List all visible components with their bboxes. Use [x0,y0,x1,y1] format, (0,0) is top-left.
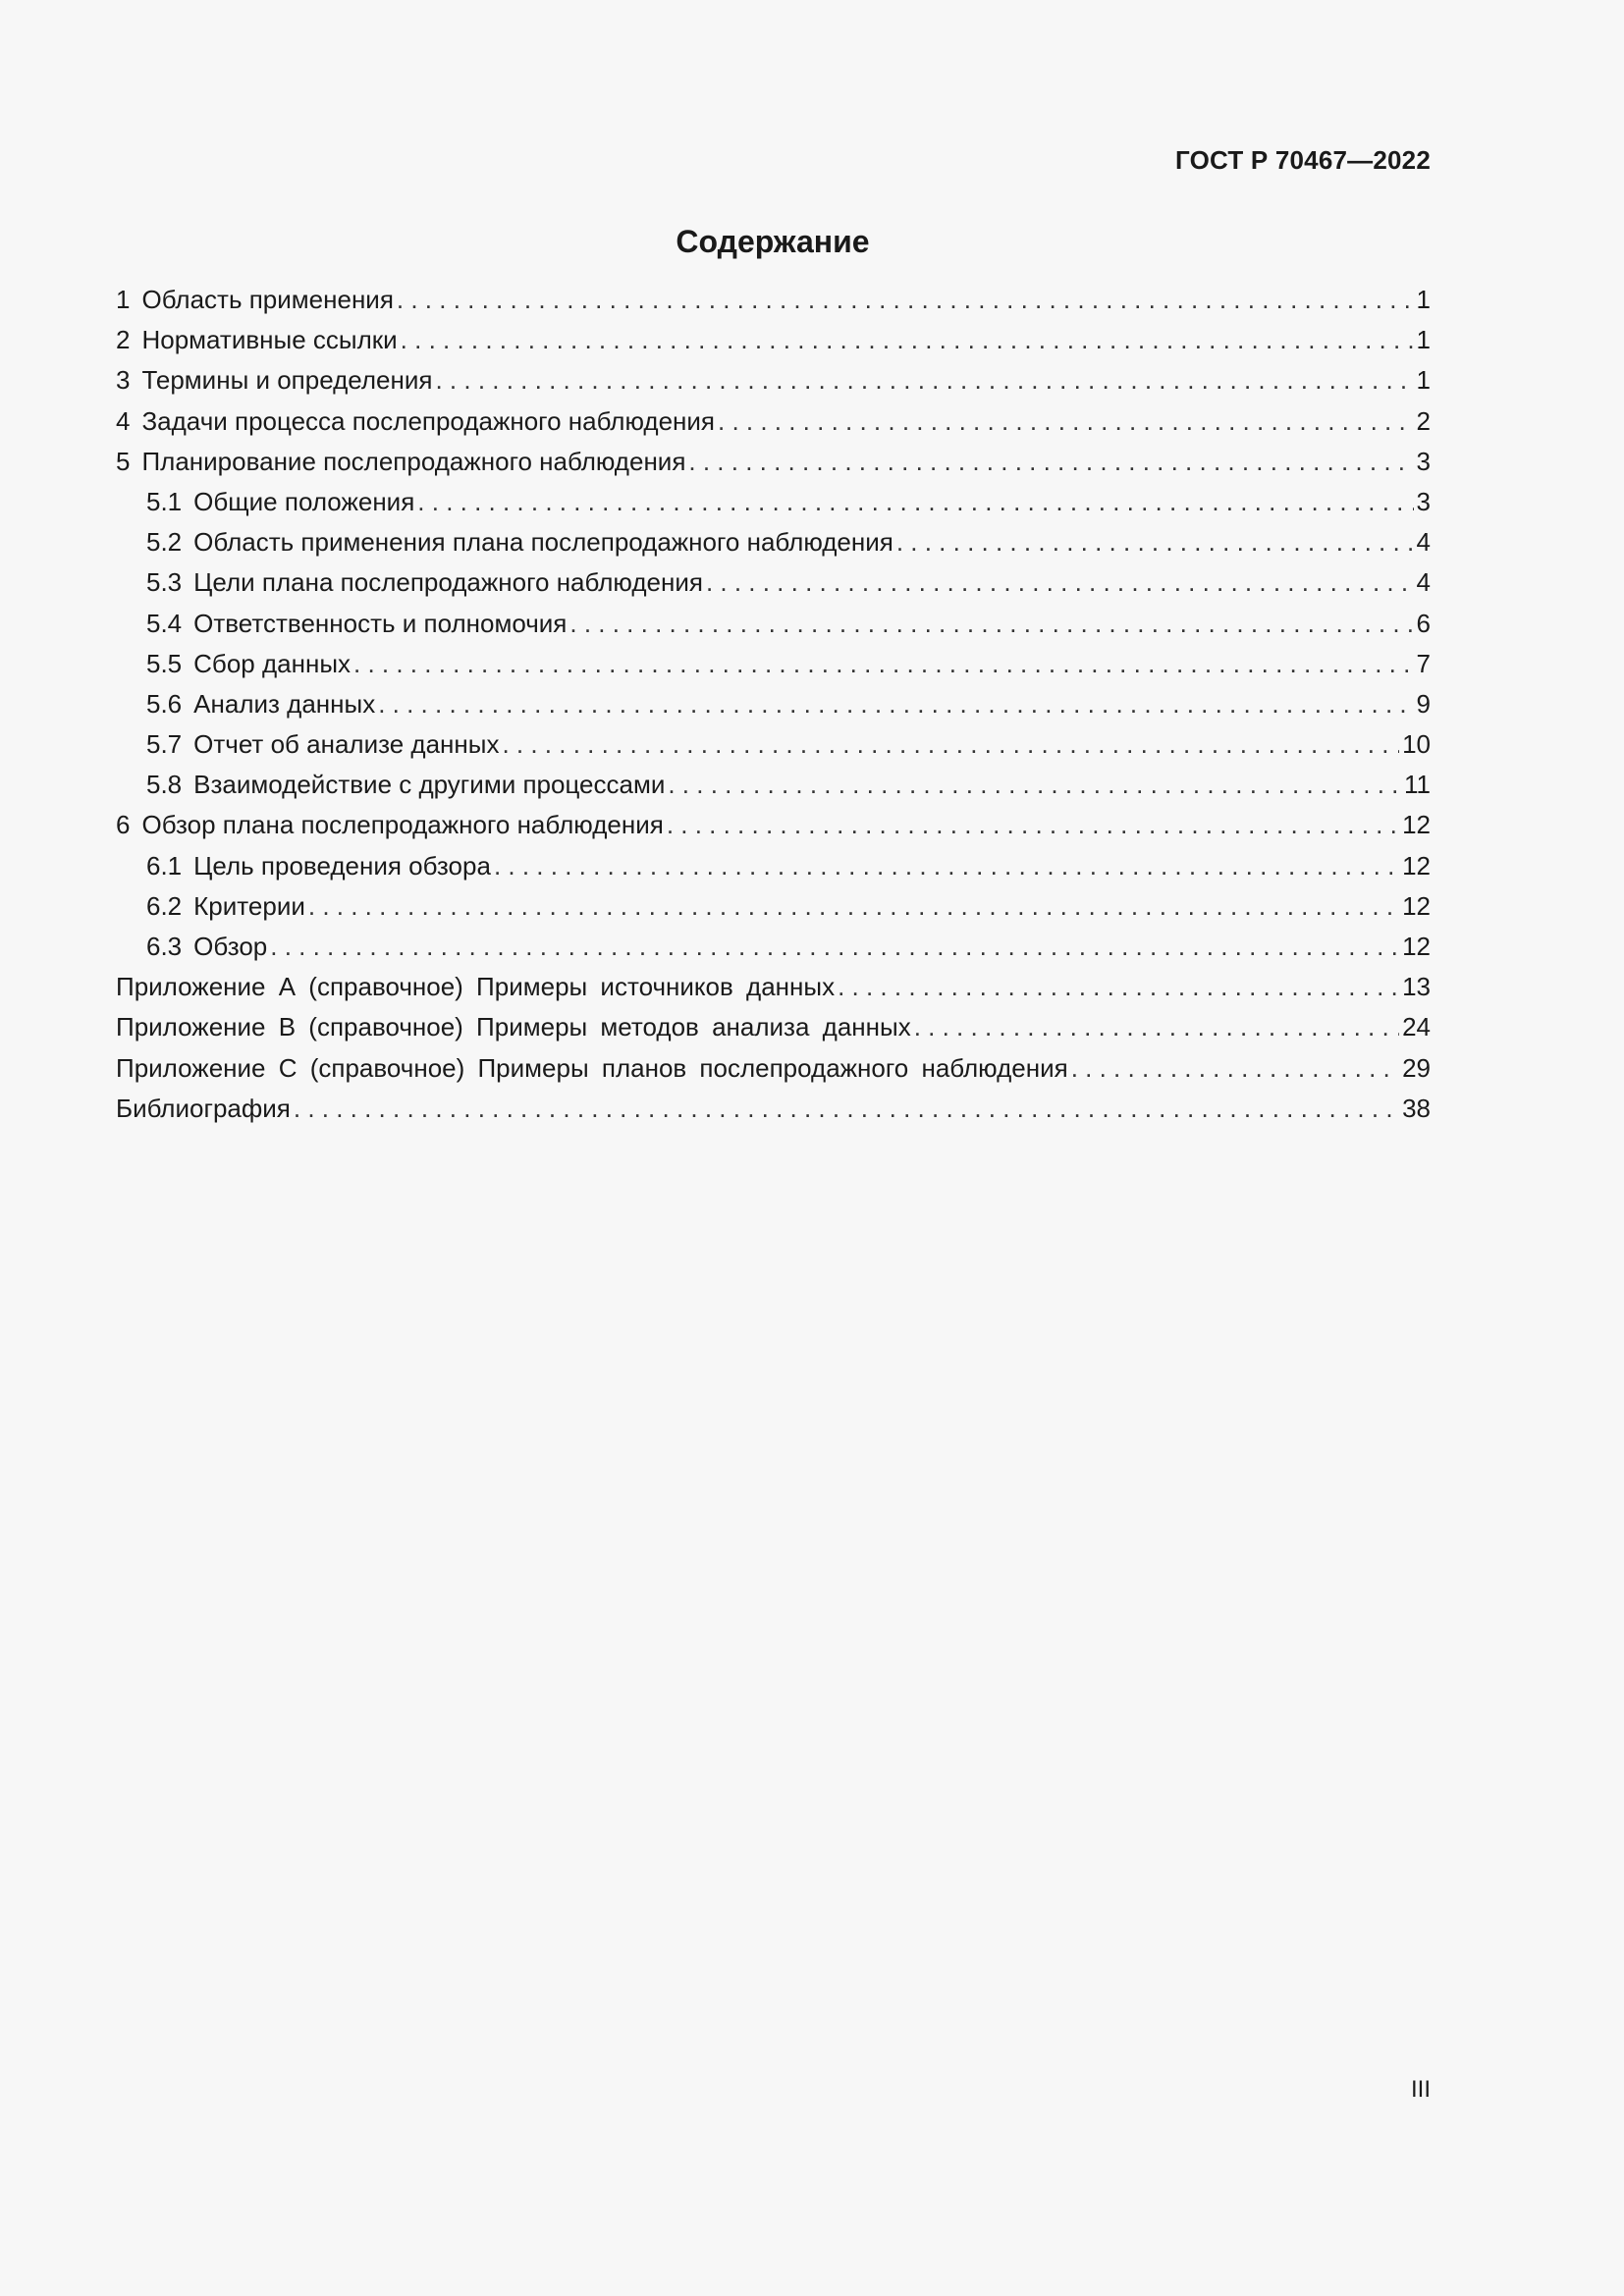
toc-item-page: 6 [1416,608,1431,638]
toc-dot-leader [378,689,1413,720]
toc-item-page: 12 [1402,810,1431,840]
toc-item-number: 6.1 [146,850,183,881]
toc-item-page: 10 [1402,729,1431,760]
toc-item-label: Приложение В (справочное) Примеры методов анализа данных [116,1012,911,1042]
toc-item-page: 12 [1402,890,1431,921]
toc-item-label: Термины и определения [141,365,433,396]
toc-item-page: 7 [1416,648,1431,678]
toc-dot-leader [353,649,1414,679]
toc-item-number: 5.3 [146,567,183,598]
toc-subitem[interactable] [116,770,1431,810]
toc-item-page: 2 [1416,405,1431,436]
toc-item-number: 6.2 [146,890,183,921]
toc-item-number: 5.1 [146,486,183,516]
toc-item[interactable] [116,406,1431,447]
toc-item-label: Критерии [193,890,305,921]
toc-item-label: Обзор [193,932,268,961]
toc-item-page: 12 [1402,850,1431,881]
toc-item-page: 11 [1404,770,1431,800]
toc-item-label: Цели плана послепродажного наблюдения [193,567,703,598]
toc-dot-leader [417,487,1413,517]
toc-bibliography[interactable] [116,1094,1431,1134]
toc-item-page: 1 [1416,325,1431,355]
toc-dot-leader [914,1012,1399,1042]
toc-item-label: Взаимодействие с другими процессами [193,770,666,800]
toc-item-label: Библиография [116,1093,291,1123]
toc-subitem[interactable] [116,487,1431,527]
toc-item-label: Ответственность и полномочия [193,608,568,638]
toc-item-page: 1 [1416,285,1431,314]
toc-dot-leader [494,851,1399,881]
toc-item-number: 1 [116,285,131,314]
toc-dot-leader [706,567,1414,598]
toc-dot-leader [270,932,1399,962]
page-number: III [1410,2076,1431,2103]
toc-subitem[interactable] [116,891,1431,932]
toc-dot-leader [569,609,1413,639]
toc-subitem[interactable] [116,851,1431,891]
toc-item-page: 12 [1402,932,1431,961]
toc-item-number: 3 [116,365,131,396]
toc-item-label: Цель проведения обзора [193,850,491,881]
toc-item-page: 1 [1416,365,1431,396]
toc-item[interactable] [116,325,1431,365]
toc-dot-leader [667,810,1399,840]
toc-item-page: 29 [1402,1052,1431,1083]
toc-dot-leader [401,325,1414,355]
toc-appendix-c[interactable] [116,1053,1431,1094]
toc-item-label: Нормативные ссылки [141,325,398,355]
toc-item-page: 9 [1416,688,1431,719]
toc-dot-leader [294,1094,1399,1124]
toc-item-page: 24 [1402,1012,1431,1042]
toc-subitem[interactable] [116,689,1431,729]
toc-item-page: 13 [1402,972,1431,1002]
toc-subitem[interactable] [116,609,1431,649]
toc-dot-leader [1071,1053,1399,1084]
toc-appendix-a[interactable] [116,972,1431,1012]
toc-item-page: 4 [1416,567,1431,598]
toc-item-label: Обзор плана послепродажного наблюдения [141,810,664,840]
toc-item-page: 3 [1416,446,1431,476]
toc-item-number: 5.5 [146,648,183,678]
toc-dot-leader [435,365,1413,396]
toc-item-number: 5.4 [146,608,183,638]
toc-dot-leader [502,729,1399,760]
toc-dot-leader [896,527,1414,558]
toc-item-number: 6.3 [146,932,183,961]
toc-item-label: Область применения [141,285,394,314]
table-of-contents [116,285,1431,1134]
toc-item[interactable] [116,365,1431,405]
toc-item[interactable] [116,285,1431,325]
toc-item-number: 2 [116,325,131,355]
toc-subitem[interactable] [116,527,1431,567]
toc-item-label: Отчет об анализе данных [193,729,500,760]
toc-dot-leader [718,406,1414,437]
toc-item-number: 6 [116,810,131,840]
toc-item-label: Общие положения [193,486,415,516]
toc-item-page: 38 [1402,1093,1431,1123]
toc-item-label: Планирование послепродажного наблюдения [141,446,686,476]
toc-item-number: 5.2 [146,527,183,558]
toc-item-label: Приложение С (справочное) Примеры планов послепродажного наблюдения [116,1052,1068,1083]
toc-item-number: 4 [116,405,131,436]
toc-item-label: Анализ данных [193,688,376,719]
toc-appendix-b[interactable] [116,1012,1431,1052]
toc-subitem[interactable] [116,649,1431,689]
toc-item-label: Приложение А (справочное) Примеры источников данных [116,972,836,1002]
toc-dot-leader [688,447,1413,477]
toc-title: Содержание [676,224,870,259]
toc-subitem[interactable] [116,567,1431,608]
toc-subitem[interactable] [116,729,1431,770]
toc-subitem[interactable] [116,932,1431,972]
toc-item-number: 5.6 [146,688,183,719]
toc-dot-leader [838,972,1399,1002]
toc-item-label: Область применения плана послепродажного наблюдения [193,527,893,558]
toc-item-label: Задачи процесса послепродажного наблюдения [141,405,715,436]
toc-dot-leader [668,770,1401,800]
toc-item-number: 5.8 [146,770,183,800]
toc-item[interactable] [116,810,1431,850]
toc-item-page: 4 [1416,527,1431,558]
toc-item-page: 3 [1416,486,1431,516]
toc-dot-leader [397,285,1414,315]
toc-item-number: 5 [116,446,131,476]
document-code: ГОСТ Р 70467—2022 [1175,145,1431,175]
toc-item-label: Сбор данных [193,648,352,678]
toc-dot-leader [308,891,1399,922]
toc-item-number: 5.7 [146,729,183,760]
toc-item[interactable] [116,447,1431,487]
